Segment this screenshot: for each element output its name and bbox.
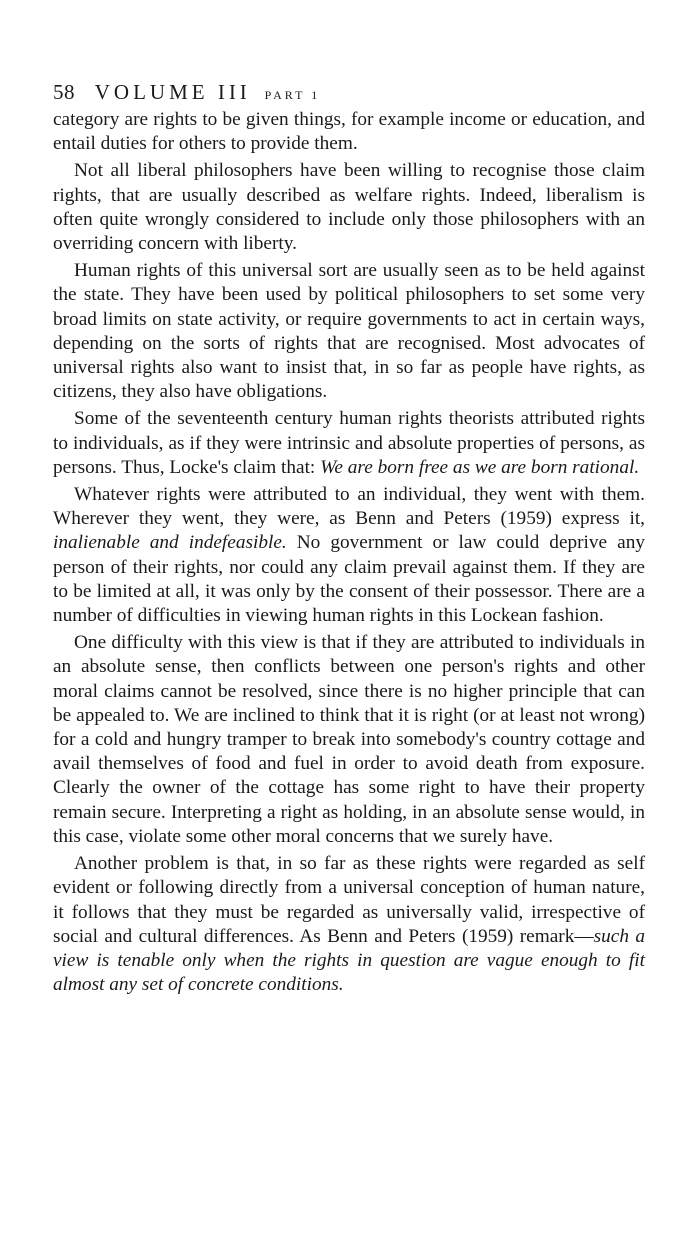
italic-quote: We are born free as we are born rational.: [320, 456, 640, 478]
body-text: [53, 108, 645, 997]
paragraph: [53, 407, 645, 480]
page-number: 58: [53, 80, 75, 104]
italic-phrase: inalienable and indefeasible.: [53, 532, 287, 554]
text-segment: Human rights of this universal sort are usually seen as to be held against the state. They have been used by political philosophers to set some very broad limits on state activity, or require governments to act in certain ways, depending on the sorts of rights that are recognised. Most advocates of universal rights also want to insist that, in so far as people have rights, as citizens, they also have obligations.: [53, 260, 645, 403]
paragraph: [53, 631, 645, 849]
running-head: [53, 78, 645, 108]
text-segment: Some of the seventeenth century human rights theorists attributed rights to individuals, as if they were intrinsic and absolute properties of persons, as persons. Thus, Locke's claim that:: [53, 408, 645, 478]
paragraph: [53, 852, 645, 997]
text-segment: Another problem is that, in so far as these rights were regarded as self evident or following directly from a universal conception of human nature, it follows that they must be regarded as universally valid, irrespective of social and cultural differences. As Benn and Peters (1959) remark—: [53, 853, 645, 947]
text-segment: Whatever rights were attributed to an individual, they went with them. Wherever they went, they were, as Benn and Peters (1959) express it,: [53, 484, 645, 530]
text-segment: Not all liberal philosophers have been willing to recognise those claim rights, that are usually described as welfare rights. Indeed, liberalism is often quite wrongly considered to include only those philosophers with an overriding concern with liberty.: [53, 160, 645, 255]
text-segment: No government or law could deprive any person of their rights, nor could any claim prevail against them. If they are to be limited at all, it was only by the consent of their possessor. There are a number of difficulties in viewing human rights in this Lockean fashion.: [53, 532, 645, 627]
paragraph: [53, 259, 645, 404]
paragraph: [53, 108, 645, 156]
text-segment: One difficulty with this view is that if they are attributed to individuals in an absolute sense, then conflicts between one person's rights and other moral claims cannot be resolved, since there is no higher principle that can be appealed to. We are inclined to think that it is right (or at least not wrong) for a cold and hungry tramper to break into somebody's country cottage and avail themselves of food and fuel in order to avoid death from exposure. Clearly the owner of the cottage has some right to have their property remain secure. Interpreting a right as holding, in an absolute sense would, in this case, violate some other moral concerns that we surely have.: [53, 632, 645, 847]
volume-label: VOLUME III: [94, 80, 251, 104]
paragraph: [53, 483, 645, 628]
text-segment: category are rights to be given things, for example income or education, and entail duties for others to provide them.: [53, 109, 645, 155]
italic-quote: such a view is tenable only when the rights in question are vague enough to fit almost any set of concrete conditions.: [53, 925, 645, 996]
part-label: PART 1: [264, 88, 321, 102]
paragraph: [53, 159, 645, 256]
book-page: [53, 78, 645, 1000]
